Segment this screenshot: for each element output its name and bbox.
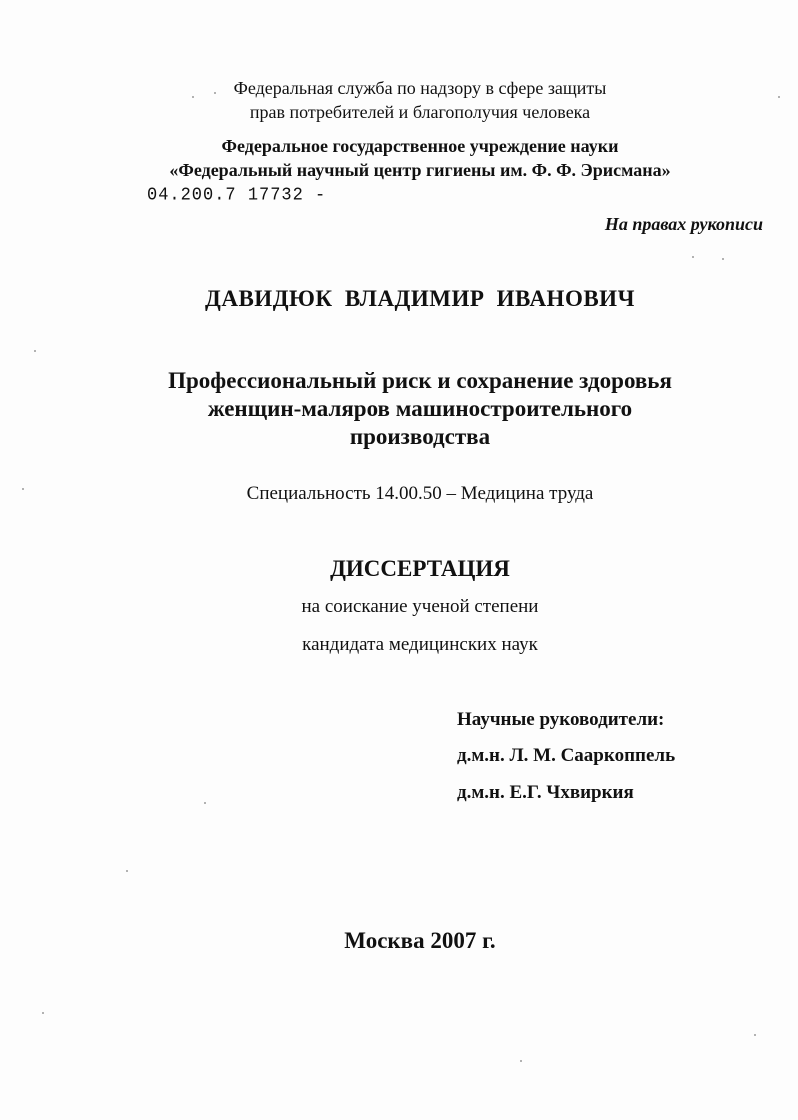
degree-line-2: кандидата медицинских наук [302, 634, 538, 655]
institution-line-1: Федеральное государственное учреждение науки [221, 136, 619, 156]
work-type: ДИССЕРТАЦИЯ [330, 556, 510, 581]
registration-stamp: 04.200.7 17732 - [147, 185, 327, 206]
title-line-1: Профессиональный риск и сохранение здоровья [168, 368, 672, 393]
manuscript-note: На правах рукописи [604, 214, 763, 234]
scan-speck [214, 92, 216, 94]
supervisor-name: д.м.н. Л. М. Сааркоппель [457, 745, 676, 766]
scan-speck [34, 350, 36, 352]
scan-speck [722, 258, 724, 260]
degree-line-1: на соискание ученой степени [301, 596, 539, 617]
title-line-3: производства [349, 424, 491, 449]
agency-line-1: Федеральная служба по надзору в сфере защиты [233, 78, 607, 98]
specialty: Специальность 14.00.50 – Медицина труда [246, 483, 594, 504]
supervisors-heading: Научные руководители: [457, 709, 665, 730]
scan-speck [192, 96, 194, 98]
scan-speck [520, 1060, 522, 1062]
scan-speck [754, 1034, 756, 1036]
scan-speck [22, 488, 24, 490]
scan-speck [778, 96, 780, 98]
scan-speck [204, 802, 206, 804]
scan-speck [42, 1012, 44, 1014]
institution-line-2: «Федеральный научный центр гигиены им. Ф. Ф. Эрисмана» [169, 160, 671, 180]
scan-speck [692, 256, 694, 258]
scan-speck [126, 870, 128, 872]
author-name: ДАВИДЮК ВЛАДИМИР ИВАНОВИЧ [205, 286, 635, 311]
supervisor-name: д.м.н. Е.Г. Чхвиркия [457, 782, 634, 803]
title-line-2: женщин-маляров машиностроительного [207, 396, 633, 421]
city-year: Москва 2007 г. [344, 928, 496, 953]
agency-line-2: прав потребителей и благополучия человека [249, 102, 591, 122]
